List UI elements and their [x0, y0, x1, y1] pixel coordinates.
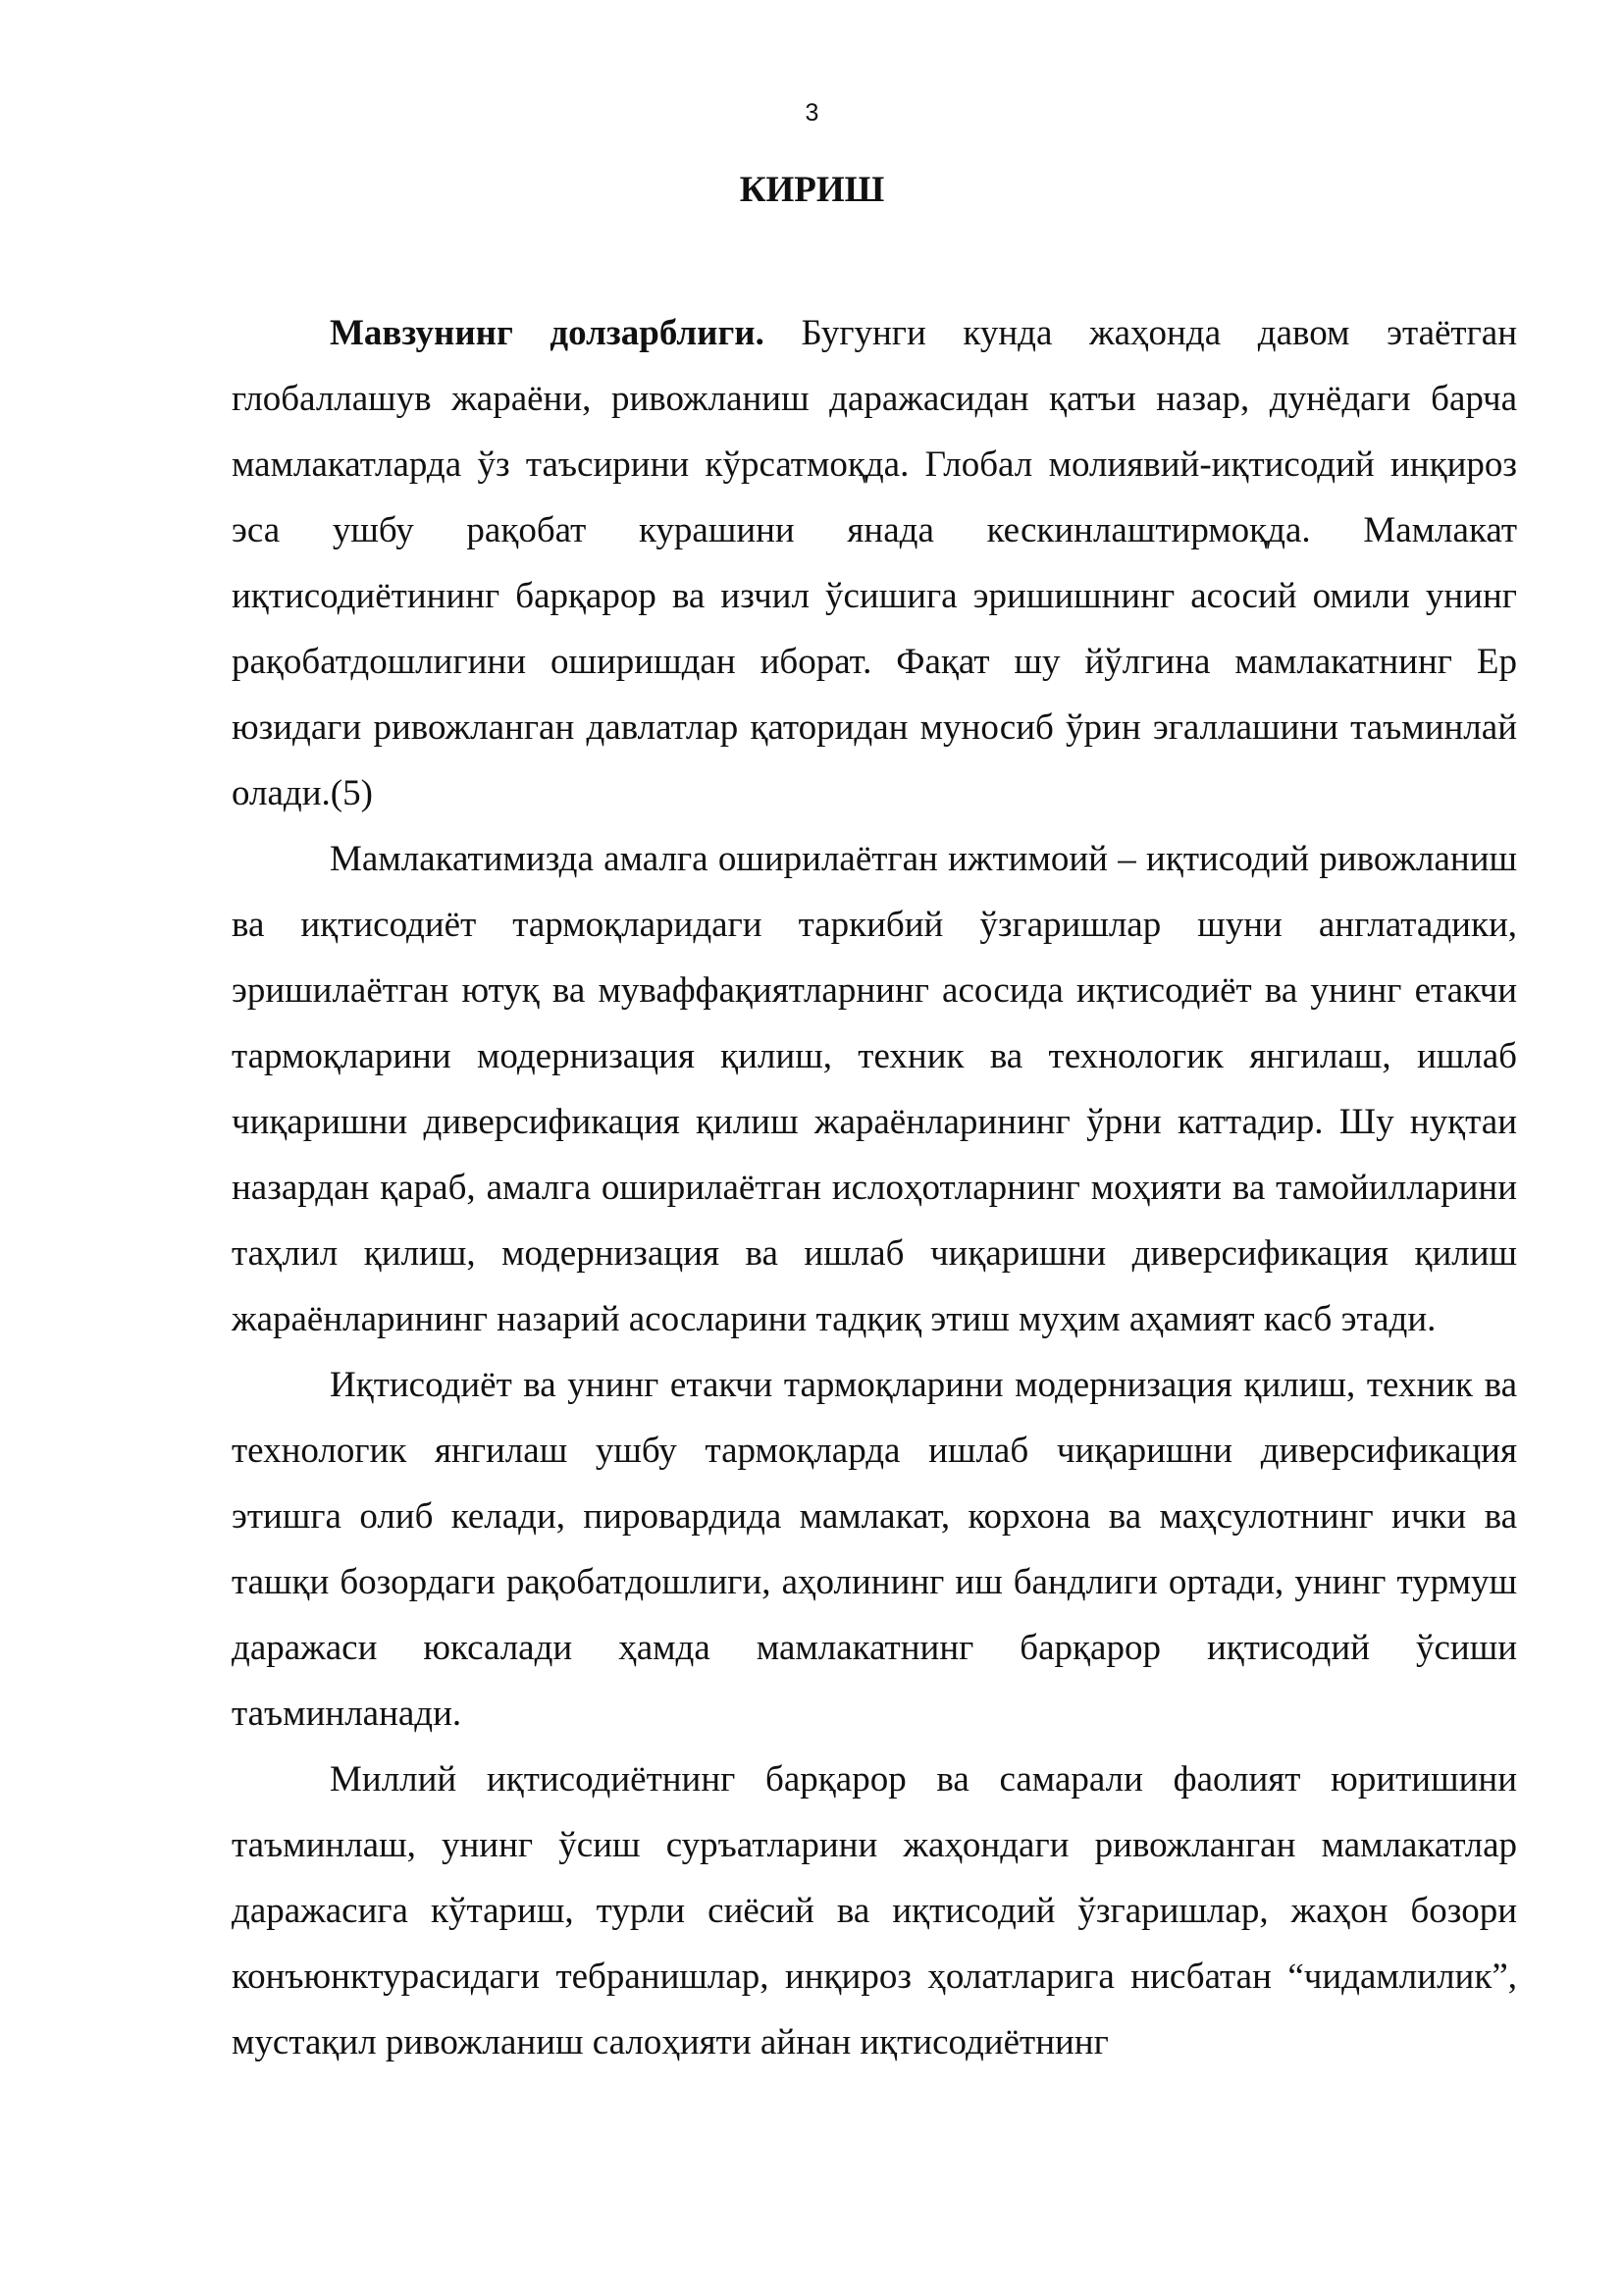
page-number: 3 — [805, 99, 819, 127]
paragraph-text: Миллий иқтисодиётнинг барқарор ва самарали фаолият юритишини таъминлаш, унинг ўсиш суръатларини жаҳондаги ривожланган мамлакатлар даражасига кўтариш, турли сиёсий ва иқтисодий ўзгаришлар, жаҳон бозори конъюнктурасидаги тебранишлар, инқироз ҳолатларига нисбатан “чидамлилик”, мустақил ривожланиш салоҳияти айнан иқтисодиётнинг — [232, 1759, 1517, 2062]
paragraph-text: Бугунги кунда жаҳонда давом этаётган глобаллашув жараёни, ривожланиш даражасидан қатъи назар, дунёдаги барча мамлакатларда ўз таъсирини кўрсатмоқда. Глобал молиявий-иқтисодий инқироз эса ушбу рақобат курашини янада кескинлаштирмоқда. Мамлакат иқтисодиётининг барқарор ва изчил ўсишига эришишнинг асосий омили унинг рақобатдошлигини оширишдан иборат. Фақат шу йўлгина мамлакатнинг Ер юзидаги ривожланган давлатлар қаторидан муносиб ўрин эгаллашини таъминлай олади.(5) — [232, 313, 1517, 813]
document-body — [232, 300, 1517, 2075]
paragraph-relevance — [232, 300, 1517, 826]
paragraph-text: Иқтисодиёт ва унинг етакчи тармоқларини модернизация қилиш, техник ва технологик янгилаш ушбу тармоқларда ишлаб чиқаришни диверсификация этишга олиб келади, пировардида мамлакат, корхона ва маҳсулотнинг ички ва ташқи бозордаги рақобатдошлиги, аҳолининг иш бандлиги ортади, унинг турмуш даражаси юксалади ҳамда мамлакатнинг барқарор иқтисодий ўсиши таъминланади. — [232, 1365, 1517, 1734]
paragraph — [232, 1352, 1517, 1747]
paragraph-text: Мамлакатимизда амалга оширилаётган ижтимоий – иқтисодий ривожланиш ва иқтисодиёт тармоқларидаги таркибий ўзгаришлар шуни англатадики, эришилаётган ютуқ ва муваффақиятларнинг асосида иқтисодиёт ва унинг етакчи тармоқларини модернизация қилиш, техник ва технологик янгилаш, ишлаб чиқаришни диверсификация қилиш жараёнларининг ўрни каттадир. Шу нуқтаи назардан қараб, амалга оширилаётган ислоҳотларнинг моҳияти ва тамойилларини таҳлил қилиш, модернизация ва ишлаб чиқаришни диверсификация қилиш жараёнларининг назарий асосларини тадқиқ этиш муҳим аҳамият касб этади. — [232, 839, 1517, 1339]
paragraph — [232, 1747, 1517, 2075]
page-title: КИРИШ — [739, 170, 885, 210]
paragraph — [232, 826, 1517, 1352]
paragraph-lead: Мавзунинг долзарблиги. — [330, 313, 764, 353]
